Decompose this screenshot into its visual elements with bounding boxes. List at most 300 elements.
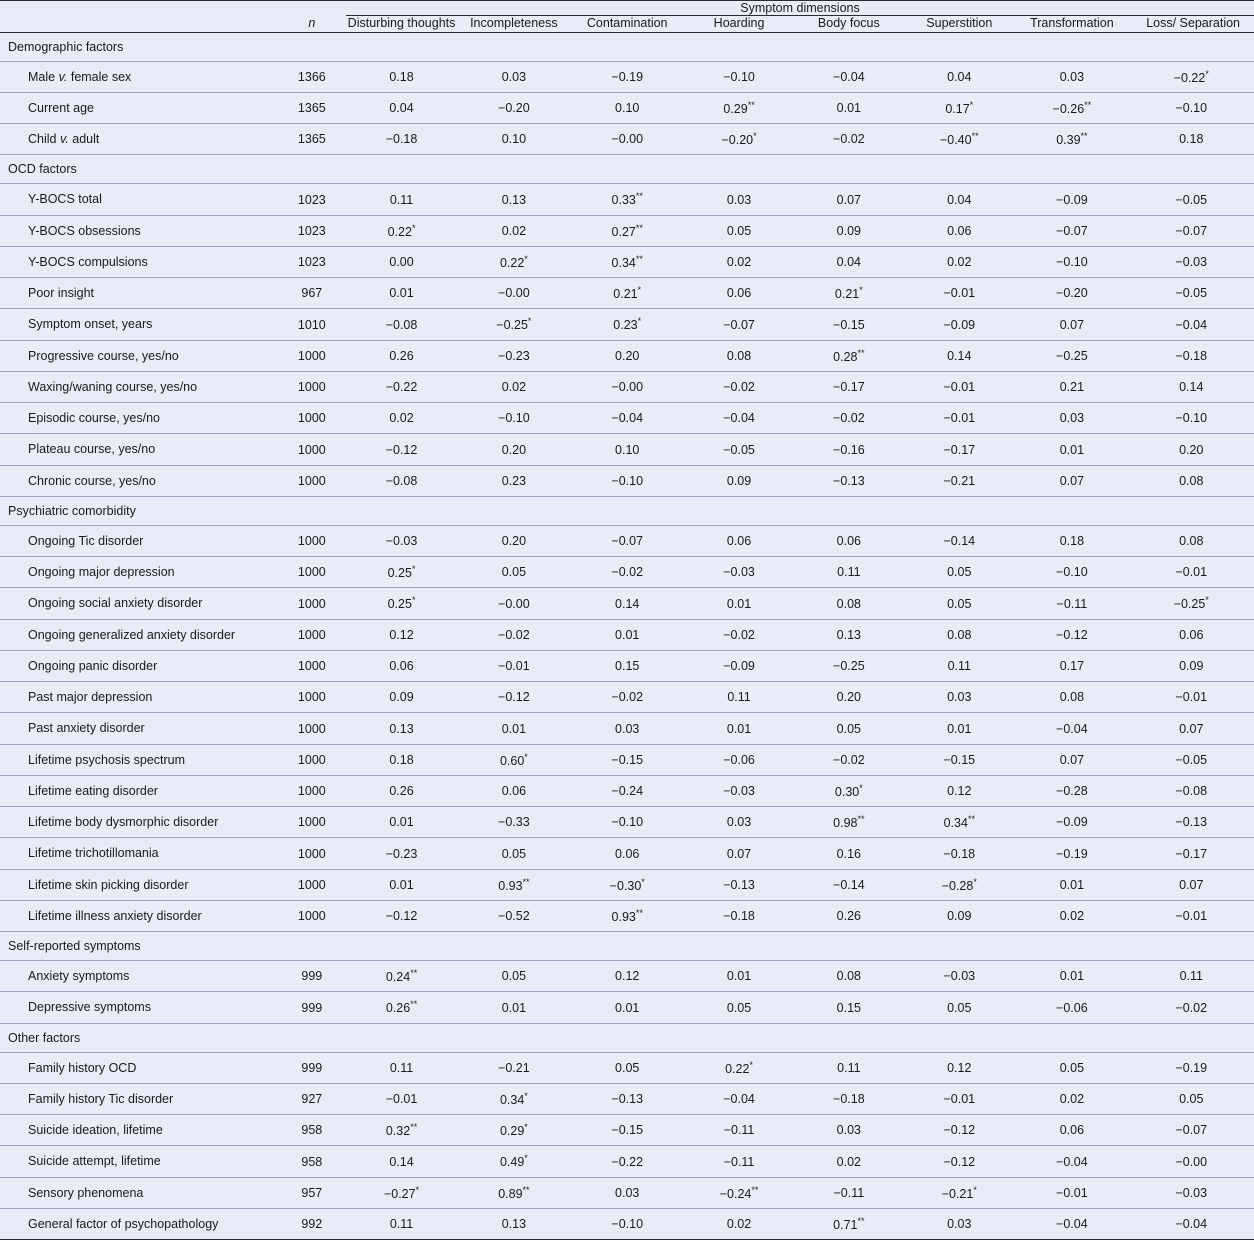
row-value: −0.01 xyxy=(1129,682,1254,713)
row-label: Ongoing generalized anxiety disorder xyxy=(0,619,278,650)
table-row xyxy=(0,775,1254,806)
row-value: 0.02 xyxy=(346,403,457,434)
table-row xyxy=(0,619,1254,650)
row-value: −0.19 xyxy=(1129,1052,1254,1083)
row-value: 0.06 xyxy=(684,278,795,309)
row-label: Lifetime eating disorder xyxy=(0,775,278,806)
row-value: 0.05 xyxy=(794,713,903,744)
row-value: 0.14 xyxy=(1129,371,1254,402)
table-row xyxy=(0,403,1254,434)
row-value: 0.04 xyxy=(903,184,1015,215)
row-value: −0.04 xyxy=(1015,713,1128,744)
row-label: Lifetime psychosis spectrum xyxy=(0,744,278,775)
row-value: −0.04 xyxy=(684,1083,795,1114)
row-value: 0.15 xyxy=(794,992,903,1023)
row-value: 0.03 xyxy=(571,1177,684,1208)
table-row xyxy=(0,246,1254,277)
row-value: 0.03 xyxy=(947,1217,972,1231)
row-value: 0.01 xyxy=(684,713,795,744)
row-n: 992 xyxy=(301,1217,323,1231)
row-label: Past anxiety disorder xyxy=(0,713,278,744)
row-value: −0.00 xyxy=(571,124,684,155)
row-value: 0.14 xyxy=(571,588,684,619)
row-value: −0.10 xyxy=(1129,403,1254,434)
row-value: 0.05 xyxy=(1015,1052,1128,1083)
row-value: 0.60* xyxy=(457,744,571,775)
header-group-symptom-dimensions: Symptom dimensions xyxy=(346,1,1254,16)
row-value: 0.01 xyxy=(346,807,457,838)
row-value: 0.03 xyxy=(903,682,1015,713)
row-n: 1365 xyxy=(278,92,346,123)
row-value: −0.08 xyxy=(1129,775,1254,806)
row-label: Symptom onset, years xyxy=(0,309,278,340)
row-n: 1000 xyxy=(278,340,346,371)
row-n: 957 xyxy=(278,1177,346,1208)
row-value: −0.05 xyxy=(1129,184,1254,215)
row-n: 1000 xyxy=(278,775,346,806)
table-row xyxy=(0,869,1254,900)
row-value: 0.01 xyxy=(684,961,795,992)
row-value: 0.08 xyxy=(1129,465,1254,496)
row-value: −0.17 xyxy=(1129,838,1254,869)
row-value: −0.04 xyxy=(1015,1146,1128,1177)
row-value: −0.03 xyxy=(1129,1177,1254,1208)
row-value: 0.09 xyxy=(346,682,457,713)
row-value: −0.12 xyxy=(903,1146,1015,1177)
row-value: 0.05 xyxy=(457,557,571,588)
row-value: −0.21 xyxy=(903,465,1015,496)
row-value: 0.06 xyxy=(684,525,795,556)
row-n: 999 xyxy=(278,961,346,992)
row-value: −0.19 xyxy=(1015,838,1128,869)
table-row xyxy=(0,650,1254,681)
row-value: 0.01 xyxy=(346,869,457,900)
row-n: 1023 xyxy=(278,215,346,246)
row-value: −0.11 xyxy=(1015,588,1128,619)
row-value: 0.01 xyxy=(457,992,571,1023)
row-value: 0.12 xyxy=(571,961,684,992)
row-n: 999 xyxy=(278,992,346,1023)
row-value: 0.18 xyxy=(1015,525,1128,556)
row-value: 0.18 xyxy=(346,61,457,92)
table-body xyxy=(0,32,1254,1239)
table-row xyxy=(0,1177,1254,1208)
row-n: 1000 xyxy=(278,838,346,869)
row-value: 0.01 xyxy=(794,92,903,123)
row-n: 1365 xyxy=(278,124,346,155)
table-row xyxy=(0,1146,1254,1177)
row-value: 0.07 xyxy=(1129,713,1254,744)
table-row xyxy=(0,588,1254,619)
row-value: 0.01 xyxy=(1015,869,1128,900)
row-value: 0.34** xyxy=(903,807,1015,838)
row-label: Sensory phenomena xyxy=(0,1177,278,1208)
row-value: 0.06 xyxy=(346,650,457,681)
row-value: 0.09 xyxy=(1129,650,1254,681)
row-value: 0.06 xyxy=(457,775,571,806)
row-value: −0.03 xyxy=(684,557,795,588)
row-value: −0.00 xyxy=(457,588,571,619)
header-col-body-focus: Body focus xyxy=(794,16,903,33)
row-value: −0.13 xyxy=(571,1083,684,1114)
row-value: −0.09 xyxy=(684,650,795,681)
row-n: 1366 xyxy=(278,61,346,92)
row-value: 0.01 xyxy=(903,713,1015,744)
row-n: 958 xyxy=(278,1115,346,1146)
row-value: 0.03 xyxy=(1015,403,1128,434)
row-value: −0.26** xyxy=(1015,92,1128,123)
row-value: 0.08 xyxy=(684,340,795,371)
row-value: −0.10 xyxy=(1015,246,1128,277)
row-n: 927 xyxy=(278,1083,346,1114)
row-value: 0.14 xyxy=(346,1146,457,1177)
row-value: 0.32** xyxy=(346,1115,457,1146)
row-value: −0.20 xyxy=(1015,278,1128,309)
row-n: 1000 xyxy=(278,371,346,402)
row-label: General factor of psychopathology xyxy=(28,1216,219,1231)
row-label: Episodic course, yes/no xyxy=(0,403,278,434)
row-value: 0.26 xyxy=(346,340,457,371)
row-value: 0.03 xyxy=(684,807,795,838)
row-value: −0.12 xyxy=(346,900,457,931)
row-label: Depressive symptoms xyxy=(0,992,278,1023)
row-value: −0.02 xyxy=(571,557,684,588)
row-value: 0.04 xyxy=(346,92,457,123)
row-value: −0.15 xyxy=(794,309,903,340)
row-value: −0.27* xyxy=(346,1177,457,1208)
row-value: 0.14 xyxy=(903,340,1015,371)
row-label: Chronic course, yes/no xyxy=(0,465,278,496)
row-value: −0.20 xyxy=(457,92,571,123)
row-value: −0.10 xyxy=(1129,92,1254,123)
row-value: −0.07 xyxy=(1129,215,1254,246)
row-value: 0.01 xyxy=(457,713,571,744)
row-value: −0.18 xyxy=(794,1083,903,1114)
table-row xyxy=(0,744,1254,775)
row-value: −0.52 xyxy=(457,900,571,931)
row-value: −0.05 xyxy=(684,434,795,465)
row-value: −0.18 xyxy=(346,124,457,155)
row-value: 0.21 xyxy=(1015,371,1128,402)
table-row xyxy=(0,92,1254,123)
row-n: 1000 xyxy=(278,682,346,713)
row-value: 0.93** xyxy=(571,900,684,931)
row-value: −0.12 xyxy=(1015,619,1128,650)
row-value: −0.18 xyxy=(684,900,795,931)
row-value: −0.09 xyxy=(1015,807,1128,838)
table-row xyxy=(0,682,1254,713)
row-value: −0.04 xyxy=(1129,309,1254,340)
row-value: 0.18 xyxy=(346,744,457,775)
row-label: Poor insight xyxy=(0,278,278,309)
row-value: 0.04 xyxy=(903,61,1015,92)
table-row xyxy=(0,371,1254,402)
row-value: 0.01 xyxy=(571,992,684,1023)
section-label: Other factors xyxy=(0,1023,1254,1052)
row-value: 0.06 xyxy=(1129,619,1254,650)
row-value: −0.05 xyxy=(1129,744,1254,775)
row-value: −0.01 xyxy=(903,1083,1015,1114)
row-value: 0.01 xyxy=(1015,434,1128,465)
row-value: 0.13 xyxy=(501,1217,527,1231)
row-value: 0.13 xyxy=(794,619,903,650)
row-n: 1000 xyxy=(278,434,346,465)
row-value: 0.20 xyxy=(1129,434,1254,465)
row-value: −0.15 xyxy=(571,744,684,775)
row-value: 0.13 xyxy=(346,713,457,744)
header-group-spacer xyxy=(0,1,278,16)
row-value: −0.03 xyxy=(903,961,1015,992)
row-value: −0.18 xyxy=(1129,340,1254,371)
row-value: −0.01 xyxy=(903,403,1015,434)
row-value: −0.03 xyxy=(684,775,795,806)
row-value: −0.40** xyxy=(903,124,1015,155)
row-value: 0.20 xyxy=(571,340,684,371)
table-row xyxy=(0,557,1254,588)
row-label: Y-BOCS total xyxy=(0,184,278,215)
row-n: 1000 xyxy=(278,807,346,838)
table-head xyxy=(0,1,1254,32)
row-value: 0.08 xyxy=(1015,682,1128,713)
row-n: 1000 xyxy=(278,900,346,931)
header-col-disturbing-thoughts: Disturbing thoughts xyxy=(346,16,457,33)
row-value: 0.93** xyxy=(457,869,571,900)
row-value: 0.11 xyxy=(1129,961,1254,992)
row-value: 0.08 xyxy=(794,588,903,619)
row-value: −0.09 xyxy=(903,309,1015,340)
table-row xyxy=(0,992,1254,1023)
row-value: 0.06 xyxy=(903,215,1015,246)
row-value: −0.01 xyxy=(1129,557,1254,588)
row-value: −0.22 xyxy=(346,371,457,402)
row-value: −0.10 xyxy=(457,403,571,434)
row-value: 0.02 xyxy=(1015,900,1128,931)
row-label: Male v. female sex xyxy=(0,61,278,92)
row-value: 0.07 xyxy=(1015,744,1128,775)
row-value: −0.13 xyxy=(794,465,903,496)
row-label: Anxiety symptoms xyxy=(0,961,278,992)
row-value: −0.10 xyxy=(571,807,684,838)
row-value: 0.22* xyxy=(346,215,457,246)
row-value: 0.10 xyxy=(571,92,684,123)
row-n: 1000 xyxy=(278,744,346,775)
row-label: Child v. adult xyxy=(0,124,278,155)
row-value: 0.03 xyxy=(1015,61,1128,92)
row-value: −0.15 xyxy=(903,744,1015,775)
table-row xyxy=(0,1052,1254,1083)
table-row xyxy=(0,1208,1254,1239)
row-value: 0.05 xyxy=(1129,1083,1254,1114)
row-value: −0.33 xyxy=(457,807,571,838)
row-value: 0.09 xyxy=(794,215,903,246)
row-n: 1023 xyxy=(278,184,346,215)
row-value: 0.15 xyxy=(571,650,684,681)
row-value: 0.17* xyxy=(903,92,1015,123)
row-value: −0.02 xyxy=(794,744,903,775)
table-row xyxy=(0,434,1254,465)
section-label: Self-reported symptoms xyxy=(0,932,1254,961)
row-n: 999 xyxy=(278,1052,346,1083)
row-value: 0.05 xyxy=(457,961,571,992)
section-row xyxy=(0,932,1254,961)
row-n: 967 xyxy=(278,278,346,309)
row-value: −0.16 xyxy=(794,434,903,465)
table-row xyxy=(0,215,1254,246)
row-value: 0.30* xyxy=(794,775,903,806)
row-value: −0.23 xyxy=(346,838,457,869)
row-value: 0.29** xyxy=(684,92,795,123)
row-value: 0.01 xyxy=(346,278,457,309)
results-table xyxy=(0,1,1254,1239)
row-value: 0.21* xyxy=(571,278,684,309)
row-value: 0.12 xyxy=(903,1052,1015,1083)
row-label: Suicide attempt, lifetime xyxy=(0,1146,278,1177)
row-value: 0.98** xyxy=(794,807,903,838)
row-value: −0.25 xyxy=(794,650,903,681)
row-value: −0.11 xyxy=(684,1146,795,1177)
row-value: 0.01 xyxy=(571,619,684,650)
row-n: 1000 xyxy=(278,525,346,556)
row-value: −0.03 xyxy=(1129,246,1254,277)
row-value: −0.20* xyxy=(684,124,795,155)
row-value: −0.17 xyxy=(794,371,903,402)
row-label: Family history OCD xyxy=(0,1052,278,1083)
row-label: Y-BOCS obsessions xyxy=(0,215,278,246)
table-row xyxy=(0,807,1254,838)
row-value: 0.05 xyxy=(903,588,1015,619)
row-label: Ongoing major depression xyxy=(0,557,278,588)
row-value: 0.17 xyxy=(1015,650,1128,681)
row-value: −0.21* xyxy=(903,1177,1015,1208)
row-value: 0.01 xyxy=(684,588,795,619)
header-col-transformation: Transformation xyxy=(1015,16,1128,33)
row-value: 0.29* xyxy=(457,1115,571,1146)
header-col-contamination: Contamination xyxy=(571,16,684,33)
row-value: −0.10 xyxy=(571,465,684,496)
header-col-superstition: Superstition xyxy=(903,16,1015,33)
row-value: 0.89** xyxy=(457,1177,571,1208)
row-value: 0.01 xyxy=(1015,961,1128,992)
row-value: 0.02 xyxy=(794,1146,903,1177)
row-value: 0.05 xyxy=(571,1052,684,1083)
row-value: 0.03 xyxy=(457,61,571,92)
row-value: −0.01 xyxy=(457,650,571,681)
row-value: 0.02 xyxy=(457,215,571,246)
row-n: 1000 xyxy=(278,403,346,434)
row-label: Ongoing Tic disorder xyxy=(0,525,278,556)
row-value: −0.13 xyxy=(684,869,795,900)
row-value: −0.28* xyxy=(903,869,1015,900)
row-value: −0.08 xyxy=(346,309,457,340)
row-value: −0.25 xyxy=(1015,340,1128,371)
row-value: 0.11 xyxy=(346,184,457,215)
row-value: −0.25* xyxy=(1129,588,1254,619)
row-n: 1000 xyxy=(278,869,346,900)
row-value: 0.05 xyxy=(684,215,795,246)
row-value: 0.13 xyxy=(457,184,571,215)
row-n: 1000 xyxy=(278,465,346,496)
row-value: 0.25* xyxy=(346,557,457,588)
row-value: −0.14 xyxy=(903,525,1015,556)
row-label: Ongoing social anxiety disorder xyxy=(0,588,278,619)
row-value: −0.22* xyxy=(1129,61,1254,92)
row-value: 0.06 xyxy=(794,525,903,556)
row-label: Plateau course, yes/no xyxy=(0,434,278,465)
row-n: 1000 xyxy=(278,557,346,588)
row-value: −0.15 xyxy=(571,1115,684,1146)
table-row xyxy=(0,525,1254,556)
row-value: −0.11 xyxy=(684,1115,795,1146)
header-group-row xyxy=(0,1,1254,16)
row-value: 0.39** xyxy=(1015,124,1128,155)
row-value: −0.04 xyxy=(1056,1217,1088,1231)
section-row xyxy=(0,496,1254,525)
row-value: 0.02 xyxy=(726,1217,752,1231)
table-row xyxy=(0,713,1254,744)
row-value: 0.26 xyxy=(794,900,903,931)
table-row xyxy=(0,124,1254,155)
row-value: 0.08 xyxy=(1129,525,1254,556)
row-label: Lifetime skin picking disorder xyxy=(0,869,278,900)
row-value: −0.07 xyxy=(1015,215,1128,246)
row-value: 0.02 xyxy=(684,246,795,277)
row-value: 0.05 xyxy=(903,992,1015,1023)
row-value: −0.02 xyxy=(684,371,795,402)
row-value: 0.03 xyxy=(684,184,795,215)
row-value: 0.26 xyxy=(346,775,457,806)
header-col-incompleteness: Incompleteness xyxy=(457,16,571,33)
row-value: 0.34** xyxy=(571,246,684,277)
row-value: 0.33** xyxy=(571,184,684,215)
row-value: −0.02 xyxy=(457,619,571,650)
row-value: −0.23 xyxy=(457,340,571,371)
row-value: −0.10 xyxy=(1015,557,1128,588)
row-value: −0.11 xyxy=(794,1177,903,1208)
row-value: 0.34* xyxy=(457,1083,571,1114)
row-label: Waxing/waning course, yes/no xyxy=(0,371,278,402)
row-value: 0.28** xyxy=(794,340,903,371)
header-group-spacer-n xyxy=(278,1,346,16)
row-value: 0.02 xyxy=(457,371,571,402)
row-value: −0.21 xyxy=(457,1052,571,1083)
row-value: 0.71** xyxy=(833,1215,865,1233)
row-value: 0.07 xyxy=(1129,869,1254,900)
row-value: 0.07 xyxy=(1015,465,1128,496)
header-col-hoarding: Hoarding xyxy=(684,16,795,33)
row-value: −0.00 xyxy=(1129,1146,1254,1177)
table-row xyxy=(0,1083,1254,1114)
row-value: −0.28 xyxy=(1015,775,1128,806)
row-n: 958 xyxy=(278,1146,346,1177)
row-value: −0.24 xyxy=(571,775,684,806)
section-row xyxy=(0,155,1254,184)
row-value: 0.11 xyxy=(684,682,795,713)
table-row xyxy=(0,61,1254,92)
table-row xyxy=(0,900,1254,931)
row-n: 1000 xyxy=(278,713,346,744)
section-label: Demographic factors xyxy=(0,32,1254,61)
row-value: −0.03 xyxy=(346,525,457,556)
header-col-n: n xyxy=(278,16,346,33)
row-value: 0.20 xyxy=(457,525,571,556)
row-value: 0.11 xyxy=(794,1052,903,1083)
row-value: 0.03 xyxy=(571,713,684,744)
row-value: −0.24** xyxy=(684,1177,795,1208)
row-label: Lifetime body dysmorphic disorder xyxy=(0,807,278,838)
table-row xyxy=(0,1115,1254,1146)
row-value: 0.22* xyxy=(457,246,571,277)
row-value: −0.02 xyxy=(684,619,795,650)
